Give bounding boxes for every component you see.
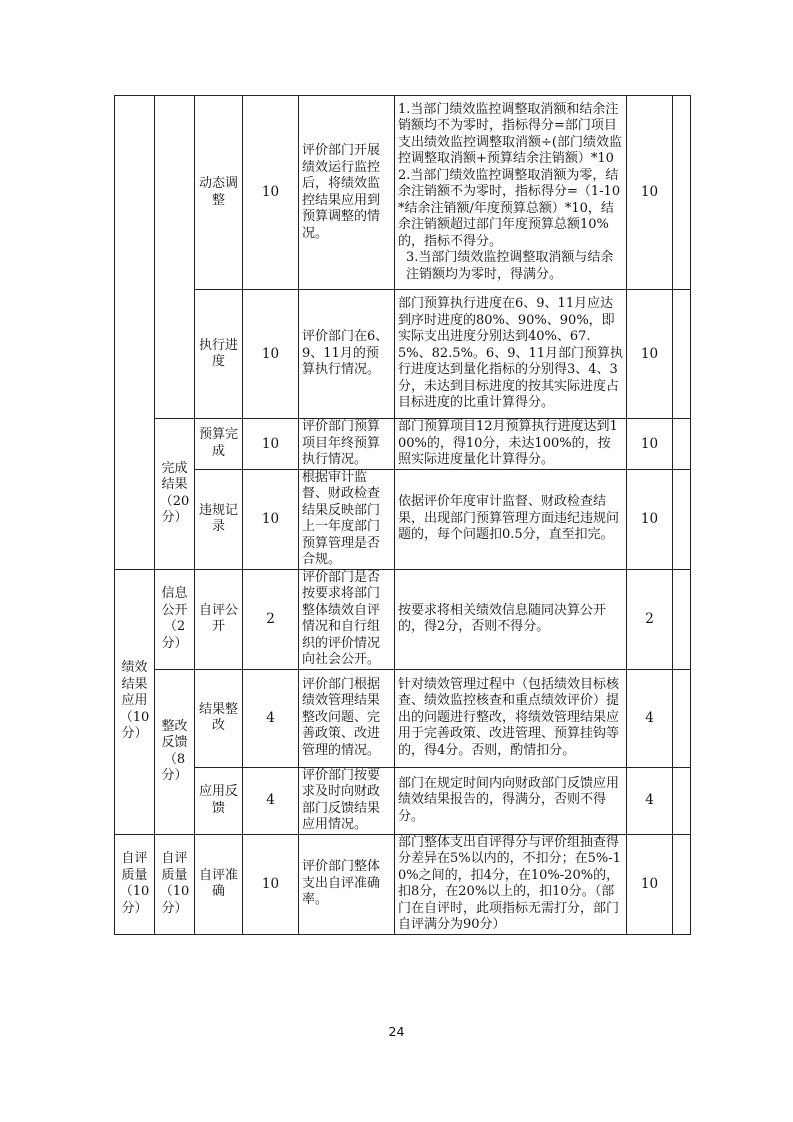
level2-cell: 信息公开（2分） xyxy=(155,569,195,669)
table-row xyxy=(115,469,691,569)
level2-cell: 整改反馈（8分） xyxy=(155,669,195,834)
empty-cell xyxy=(673,834,691,934)
empty-cell xyxy=(673,669,691,767)
criteria-cell: 针对绩效管理过程中（包括绩效目标核查、绩效监控核查和重点绩效评价）提出的问题进行整改，将绩效管理结果应用于完善政策、改进管理、预算挂钩等的，得4分。否则，酌情扣分。 xyxy=(395,669,627,767)
empty-cell xyxy=(673,419,691,470)
criteria-cell: 部门预算项目12月预算执行进度达到100%的，得10分，未达100%的，按照实际进度量化计算得分。 xyxy=(395,419,627,470)
score-cell: 10 xyxy=(243,290,299,419)
criteria-line: 2.当部门绩效监控调整取消额为零，结余注销额不为零时，指标得分=（1-10*结余注销额/年度预算总额）*10，结余注销额超过部门年度预算总额10%的，指标不得分。 xyxy=(398,167,621,249)
empty-cell xyxy=(673,290,691,419)
score-cell: 10 xyxy=(243,834,299,934)
self-score-cell: 10 xyxy=(627,419,673,470)
self-score-cell: 4 xyxy=(627,669,673,767)
criteria-cell: 依据评价年度审计监督、财政检查结果，出现部门预算管理方面违纪违规问题的，每个问题扣0.5分，直至扣完。 xyxy=(395,469,627,569)
empty-cell xyxy=(673,767,691,834)
description-cell: 评价部门根据绩效管理结果整改问题、完善政策、改进管理的情况。 xyxy=(299,669,395,767)
criteria-cell: 部门在规定时间内向财政部门反馈应用绩效结果报告的，得满分，否则不得分。 xyxy=(395,767,627,834)
indicator-cell: 自评准确 xyxy=(195,834,243,934)
level1-cell-empty xyxy=(115,96,155,570)
empty-cell xyxy=(673,569,691,669)
table-row xyxy=(115,569,691,669)
description-cell: 根据审计监督、财政检查结果反映部门上一年度部门预算管理是否合规。 xyxy=(299,469,395,569)
criteria-cell: 部门预算执行进度在6、9、11月应达到序时进度的80%、90%、90%，即实际支出进度分别达到40%、67.5%、82.5%。6、9、11月部门预算执行进度达到量化指标的分别得3、4、3分，未达到目标进度的按其实际进度占目标进度的比重计算得分。 xyxy=(395,290,627,419)
performance-evaluation-table xyxy=(114,95,691,935)
level2-cell: 自评质量（10分） xyxy=(155,834,195,934)
table-row xyxy=(115,419,691,470)
self-score-cell: 10 xyxy=(627,96,673,290)
self-score-cell: 10 xyxy=(627,469,673,569)
level2-cell: 完成结果（20分） xyxy=(155,419,195,570)
table-row xyxy=(115,669,691,767)
description-cell: 评价部门开展绩效运行监控后，将绩效监控结果应用到预算调整的情况。 xyxy=(299,96,395,290)
table-row xyxy=(115,834,691,934)
description-cell: 评价部门预算项目年终预算执行情况。 xyxy=(299,419,395,470)
table-row xyxy=(115,767,691,834)
table-row xyxy=(115,96,691,290)
empty-cell xyxy=(673,96,691,290)
description-cell: 评价部门是否按要求将部门整体绩效自评情况和自行组织的评价情况向社会公开。 xyxy=(299,569,395,669)
score-cell: 4 xyxy=(243,669,299,767)
level1-cell: 自评质量（10分） xyxy=(115,834,155,934)
indicator-cell: 动态调整 xyxy=(195,96,243,290)
description-cell: 评价部门整体支出自评准确率。 xyxy=(299,834,395,934)
criteria-cell: 部门整体支出自评得分与评价组抽查得分差异在5%以内的，不扣分；在5%-10%之间的，扣4分，在10%-20%的，扣8分，在20%以上的，扣10分。（部门在自评时，此项指标无需打分，部门自评满分为90分） xyxy=(395,834,627,934)
criteria-cell: 按要求将相关绩效信息随同决算公开的，得2分，否则不得分。 xyxy=(395,569,627,669)
score-cell: 10 xyxy=(243,96,299,290)
table-row xyxy=(115,290,691,419)
criteria-line: 3.当部门绩效监控调整取消额与结余注销额均为零时，得满分。 xyxy=(406,250,614,282)
indicator-cell: 预算完成 xyxy=(195,419,243,470)
indicator-cell: 违规记录 xyxy=(195,469,243,569)
level1-cell: 绩效结果应用（10分） xyxy=(115,569,155,834)
score-cell: 10 xyxy=(243,469,299,569)
self-score-cell: 10 xyxy=(627,290,673,419)
criteria-line: 1.当部门绩效监控调整取消额和结余注销额均不为零时，指标得分=部门项目支出绩效监控调整取消额÷(部门绩效监控调整取消额+预算结余注销额）*10 xyxy=(398,101,622,167)
score-cell: 4 xyxy=(243,767,299,834)
description-cell: 评价部门在6、9、11月的预算执行情况。 xyxy=(299,290,395,419)
indicator-cell: 执行进度 xyxy=(195,290,243,419)
self-score-cell: 2 xyxy=(627,569,673,669)
score-cell: 2 xyxy=(243,569,299,669)
indicator-cell: 结果整改 xyxy=(195,669,243,767)
indicator-cell: 自评公开 xyxy=(195,569,243,669)
score-cell: 10 xyxy=(243,419,299,470)
empty-cell xyxy=(673,469,691,569)
level2-cell-empty xyxy=(155,96,195,419)
criteria-cell xyxy=(395,96,627,290)
page-number: 24 xyxy=(388,1024,405,1039)
self-score-cell: 4 xyxy=(627,767,673,834)
indicator-cell: 应用反馈 xyxy=(195,767,243,834)
self-score-cell: 10 xyxy=(627,834,673,934)
description-cell: 评价部门按要求及时向财政部门反馈结果应用情况。 xyxy=(299,767,395,834)
